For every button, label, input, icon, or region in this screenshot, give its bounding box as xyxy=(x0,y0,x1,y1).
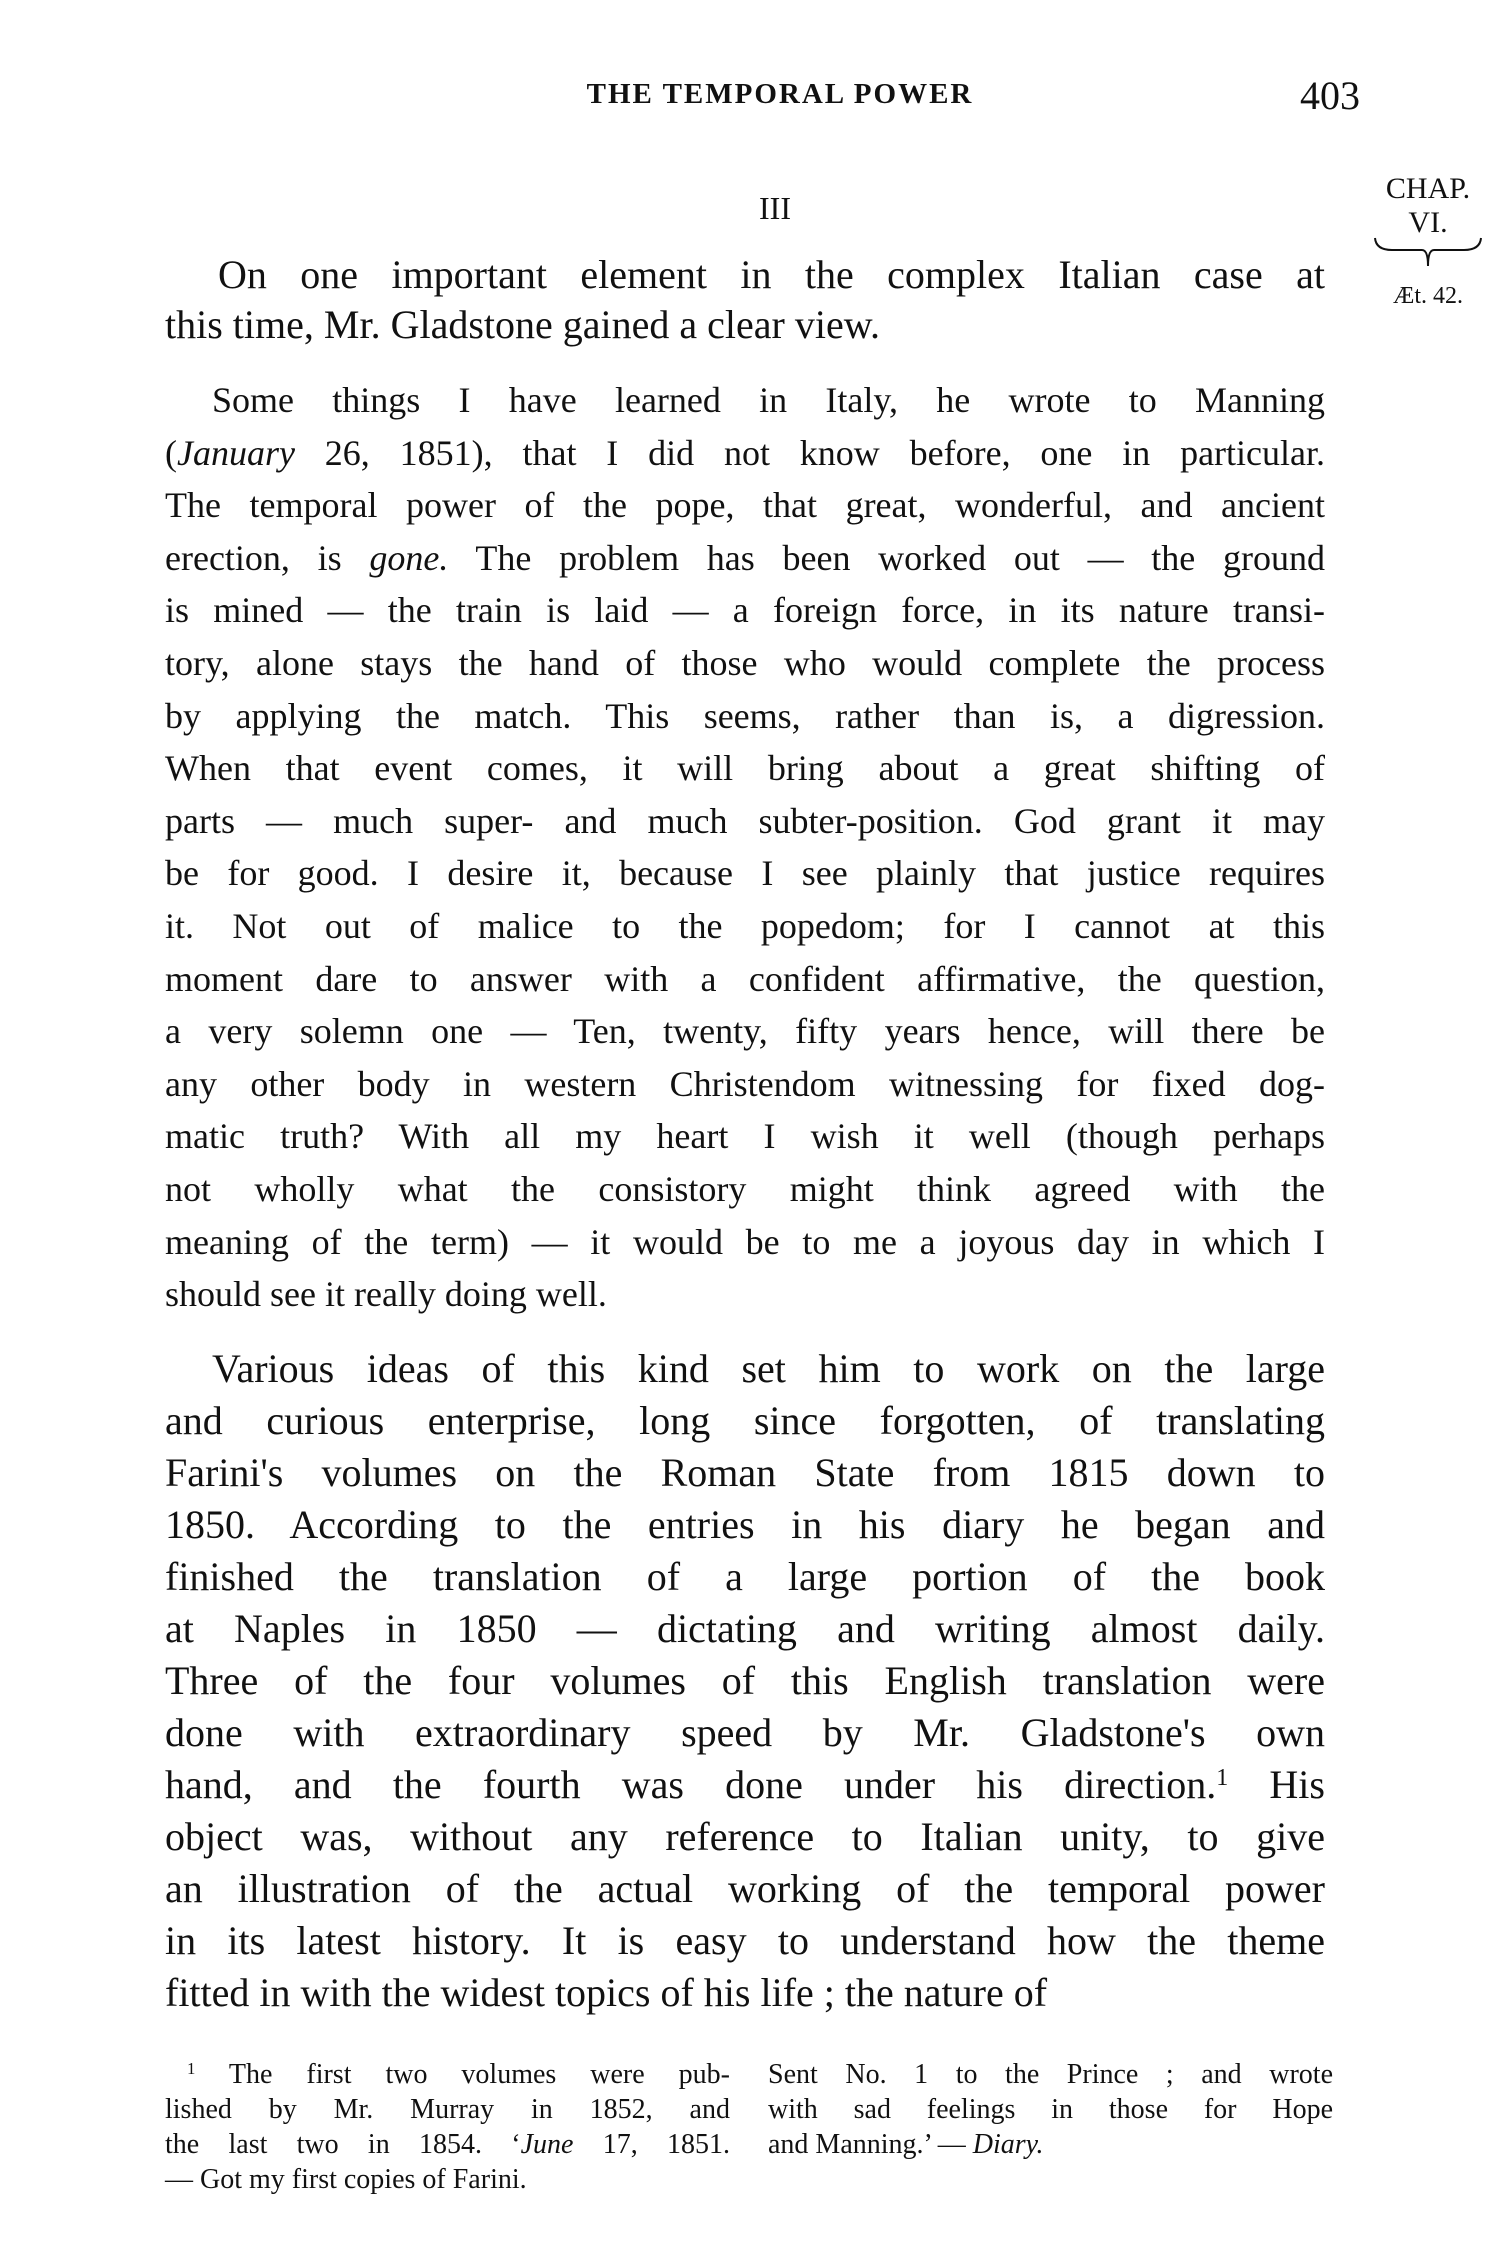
text-line: (January 26, 1851), that I did not know before, one in particular. xyxy=(165,432,1325,473)
text-line: meaning of the term) — it would be to me a joyous day in which I xyxy=(165,1221,1325,1262)
text-line: in its latest history. It is easy to understand how the theme xyxy=(165,1918,1325,1963)
text-line: hand, and the fourth was done under his direction.$^1$ His xyxy=(165,1762,1325,1807)
text-line: $^1$ The first two volumes were pub- xyxy=(187,2058,730,2090)
text-line: When that event comes, it will bring about a great shifting of xyxy=(165,748,1325,789)
text-line: and curious enterprise, long since forgotten, of translating xyxy=(165,1398,1325,1443)
footnote-marker: 1 xyxy=(1216,1764,1229,1791)
text-line: tory, alone stays the hand of those who would complete the process xyxy=(165,643,1325,683)
text-line: is mined — the train is laid — a foreign force, in its nature transi- xyxy=(165,590,1325,631)
brace-icon xyxy=(1372,236,1484,272)
text-line: lished by Mr. Murray in 1852, and xyxy=(165,2094,730,2125)
text-line: Three of the four volumes of this English translation were xyxy=(165,1658,1325,1703)
text-line: an illustration of the actual working of the temporal power xyxy=(165,1866,1325,1911)
text-line: this time, Mr. Gladstone gained a clear view. xyxy=(165,302,880,347)
text-line: 1850. According to the entries in his diary he began and xyxy=(165,1502,1325,1547)
text-line: the last two in 1854. ‘June 17, 1851. xyxy=(165,2129,730,2160)
text-line: On one important element in the complex Italian case at xyxy=(218,252,1325,297)
text-line: Various ideas of this kind set him to work on the large xyxy=(212,1346,1325,1391)
text-line: parts — much super- and much subter-position. God grant it may xyxy=(165,800,1325,841)
section-number: III xyxy=(759,190,791,226)
text-line: be for good. I desire it, because I see plainly that justice requires xyxy=(165,853,1325,894)
text-line: a very solemn one — Ten, twenty, fifty years hence, will there be xyxy=(165,1011,1325,1052)
text-line: it. Not out of malice to the popedom; for I cannot at this xyxy=(165,906,1325,946)
italic-text: gone. xyxy=(369,537,449,578)
italic-text: Diary. xyxy=(972,2129,1044,2160)
text-line: finished the translation of a large portion of the book xyxy=(165,1554,1325,1599)
text-line: Farini's volumes on the Roman State from 1815 down to xyxy=(165,1450,1325,1495)
text-line: moment dare to answer with a confident affirmative, the question, xyxy=(165,958,1325,999)
text-line: not wholly what the consistory might think agreed with the xyxy=(165,1169,1325,1209)
text-line: with sad feelings in those for Hope xyxy=(768,2094,1333,2125)
page-number: 403 xyxy=(1300,73,1360,118)
text-line: any other body in western Christendom witnessing for fixed dog- xyxy=(165,1063,1325,1104)
margin-chapter: CHAP. xyxy=(1385,172,1471,205)
text-line: fitted in with the widest topics of his life ; the nature of xyxy=(165,1970,1048,2015)
italic-text: January xyxy=(177,432,295,473)
text-line: should see it really doing well. xyxy=(165,1274,607,1315)
text-line: done with extraordinary speed by Mr. Gladstone's own xyxy=(165,1710,1325,1755)
text-line: Sent No. 1 to the Prince ; and wrote xyxy=(768,2059,1333,2090)
margin-chapter-number: VI. xyxy=(1408,206,1448,239)
text-line: and Manning.’ — Diary. xyxy=(768,2129,1044,2160)
text-line: by applying the match. This seems, rather than is, a digression. xyxy=(165,695,1325,736)
italic-text: June xyxy=(520,2129,574,2160)
text-line: The temporal power of the pope, that great, wonderful, and ancient xyxy=(165,485,1325,526)
margin-age: Æt. 42. xyxy=(1392,283,1463,309)
text-line: — Got my first copies of Farini. xyxy=(165,2164,527,2195)
running-title: THE TEMPORAL POWER xyxy=(586,78,974,110)
text-line: at Naples in 1850 — dictating and writing almost daily. xyxy=(165,1606,1325,1651)
text-line: erection, is gone. The problem has been worked out — the ground xyxy=(165,537,1325,578)
text-line: matic truth? With all my heart I wish it well (though perhaps xyxy=(165,1116,1325,1157)
text-line: Some things I have learned in Italy, he wrote to Manning xyxy=(212,380,1325,420)
text-line: object was, without any reference to Italian unity, to give xyxy=(165,1814,1325,1859)
footnote-marker: 1 xyxy=(187,2058,196,2078)
